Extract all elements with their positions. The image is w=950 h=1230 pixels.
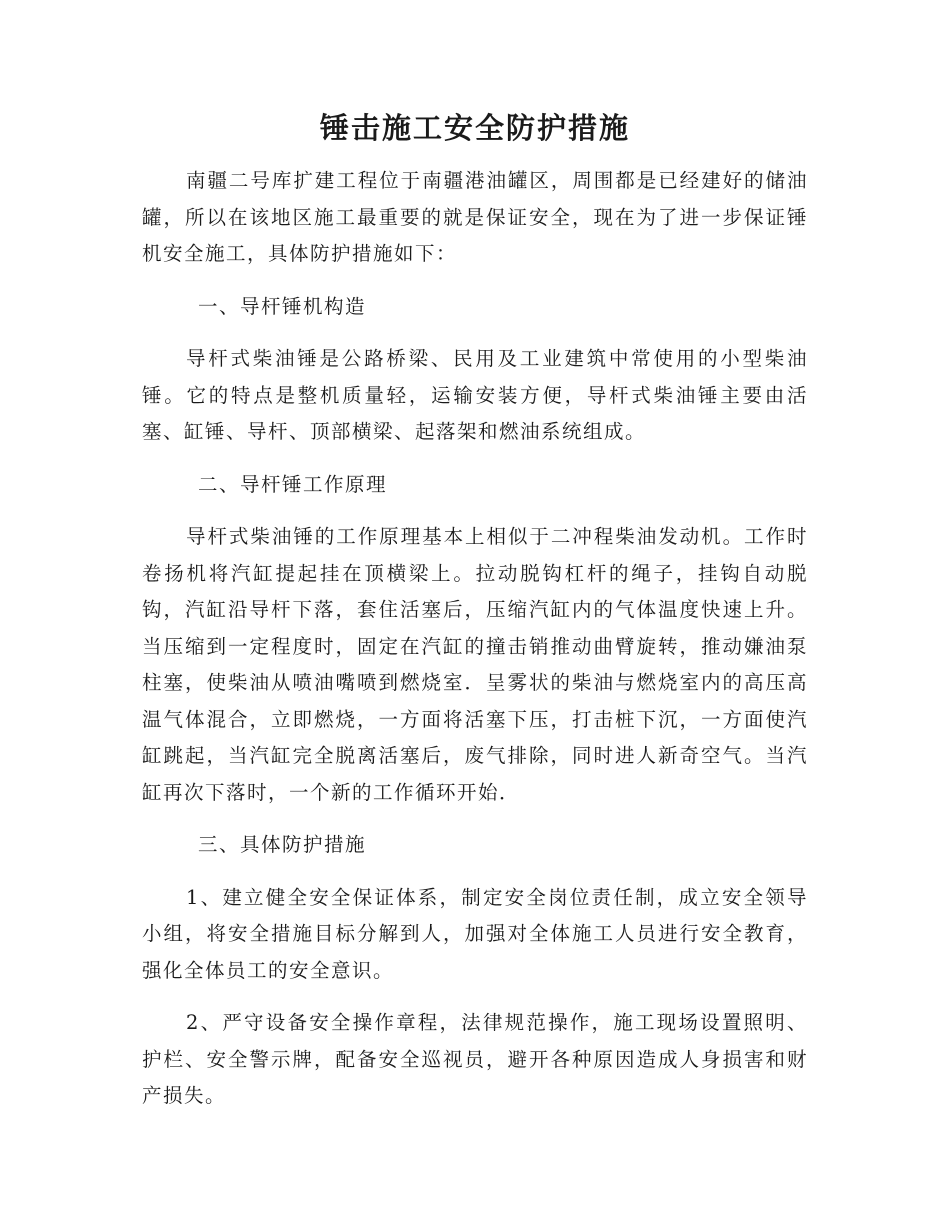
section-heading-1: 一、导杆锤机构造 bbox=[198, 294, 367, 318]
measure-item-1: 1、建立健全安全保证体系，制定安全岗位责任制，成立安全领导小组，将安全措施目标分解到人，加强对全体施工人员进行安全教育，强化全体员工的安全意识。 bbox=[142, 885, 808, 982]
document-body bbox=[142, 163, 808, 1131]
measure-item-2: 2、严守设备安全操作章程，法律规范操作，施工现场设置照明、护栏、安全警示牌，配备安全巡视员，避开各种原因造成人身损害和财产损失。 bbox=[142, 1011, 808, 1107]
section-heading-2: 二、导杆锤工作原理 bbox=[198, 472, 388, 496]
section-heading-3: 三、具体防护措施 bbox=[198, 833, 367, 856]
section-2-paragraph: 导杆式柴油锤的工作原理基本上相似于二冲程柴油发动机。工作时卷扬机将汽缸提起挂在顶横梁上。拉动脱钩杠杆的绳子，挂钩自动脱钩，汽缸沿导杆下落，套住活塞后，压缩汽缸内的气体温度快速上升。当压缩到一定程度时，固定在汽缸的撞击销推动曲臂旋转，推动嫌油泵柱塞，使柴油从喷油嘴喷到燃烧室．呈雾状的柴油与燃烧室内的高压高温气体混合，立即燃烧，一方面将活塞下压，打击桩下沉，一方面使汽缸跳起，当汽缸完全脱离活塞后，废气排除，同时进人新奇空气。当汽缸再次下落时，一个新的工作循环开始． bbox=[142, 525, 808, 804]
intro-paragraph: 南疆二号库扩建工程位于南疆港油罐区，周围都是已经建好的储油罐，所以在该地区施工最重要的就是保证安全，现在为了进一步保证锤机安全施工，具体防护措施如下： bbox=[142, 169, 808, 265]
document-title: 锤击施工安全防护措施 bbox=[319, 111, 630, 145]
section-1-paragraph: 导杆式柴油锤是公路桥梁、民用及工业建筑中常使用的小型柴油锤。它的特点是整机质量轻，运输安装方便，导杆式柴油锤主要由活塞、缸锤、导杆、顶部横梁、起落架和燃油系统组成。 bbox=[142, 347, 808, 443]
